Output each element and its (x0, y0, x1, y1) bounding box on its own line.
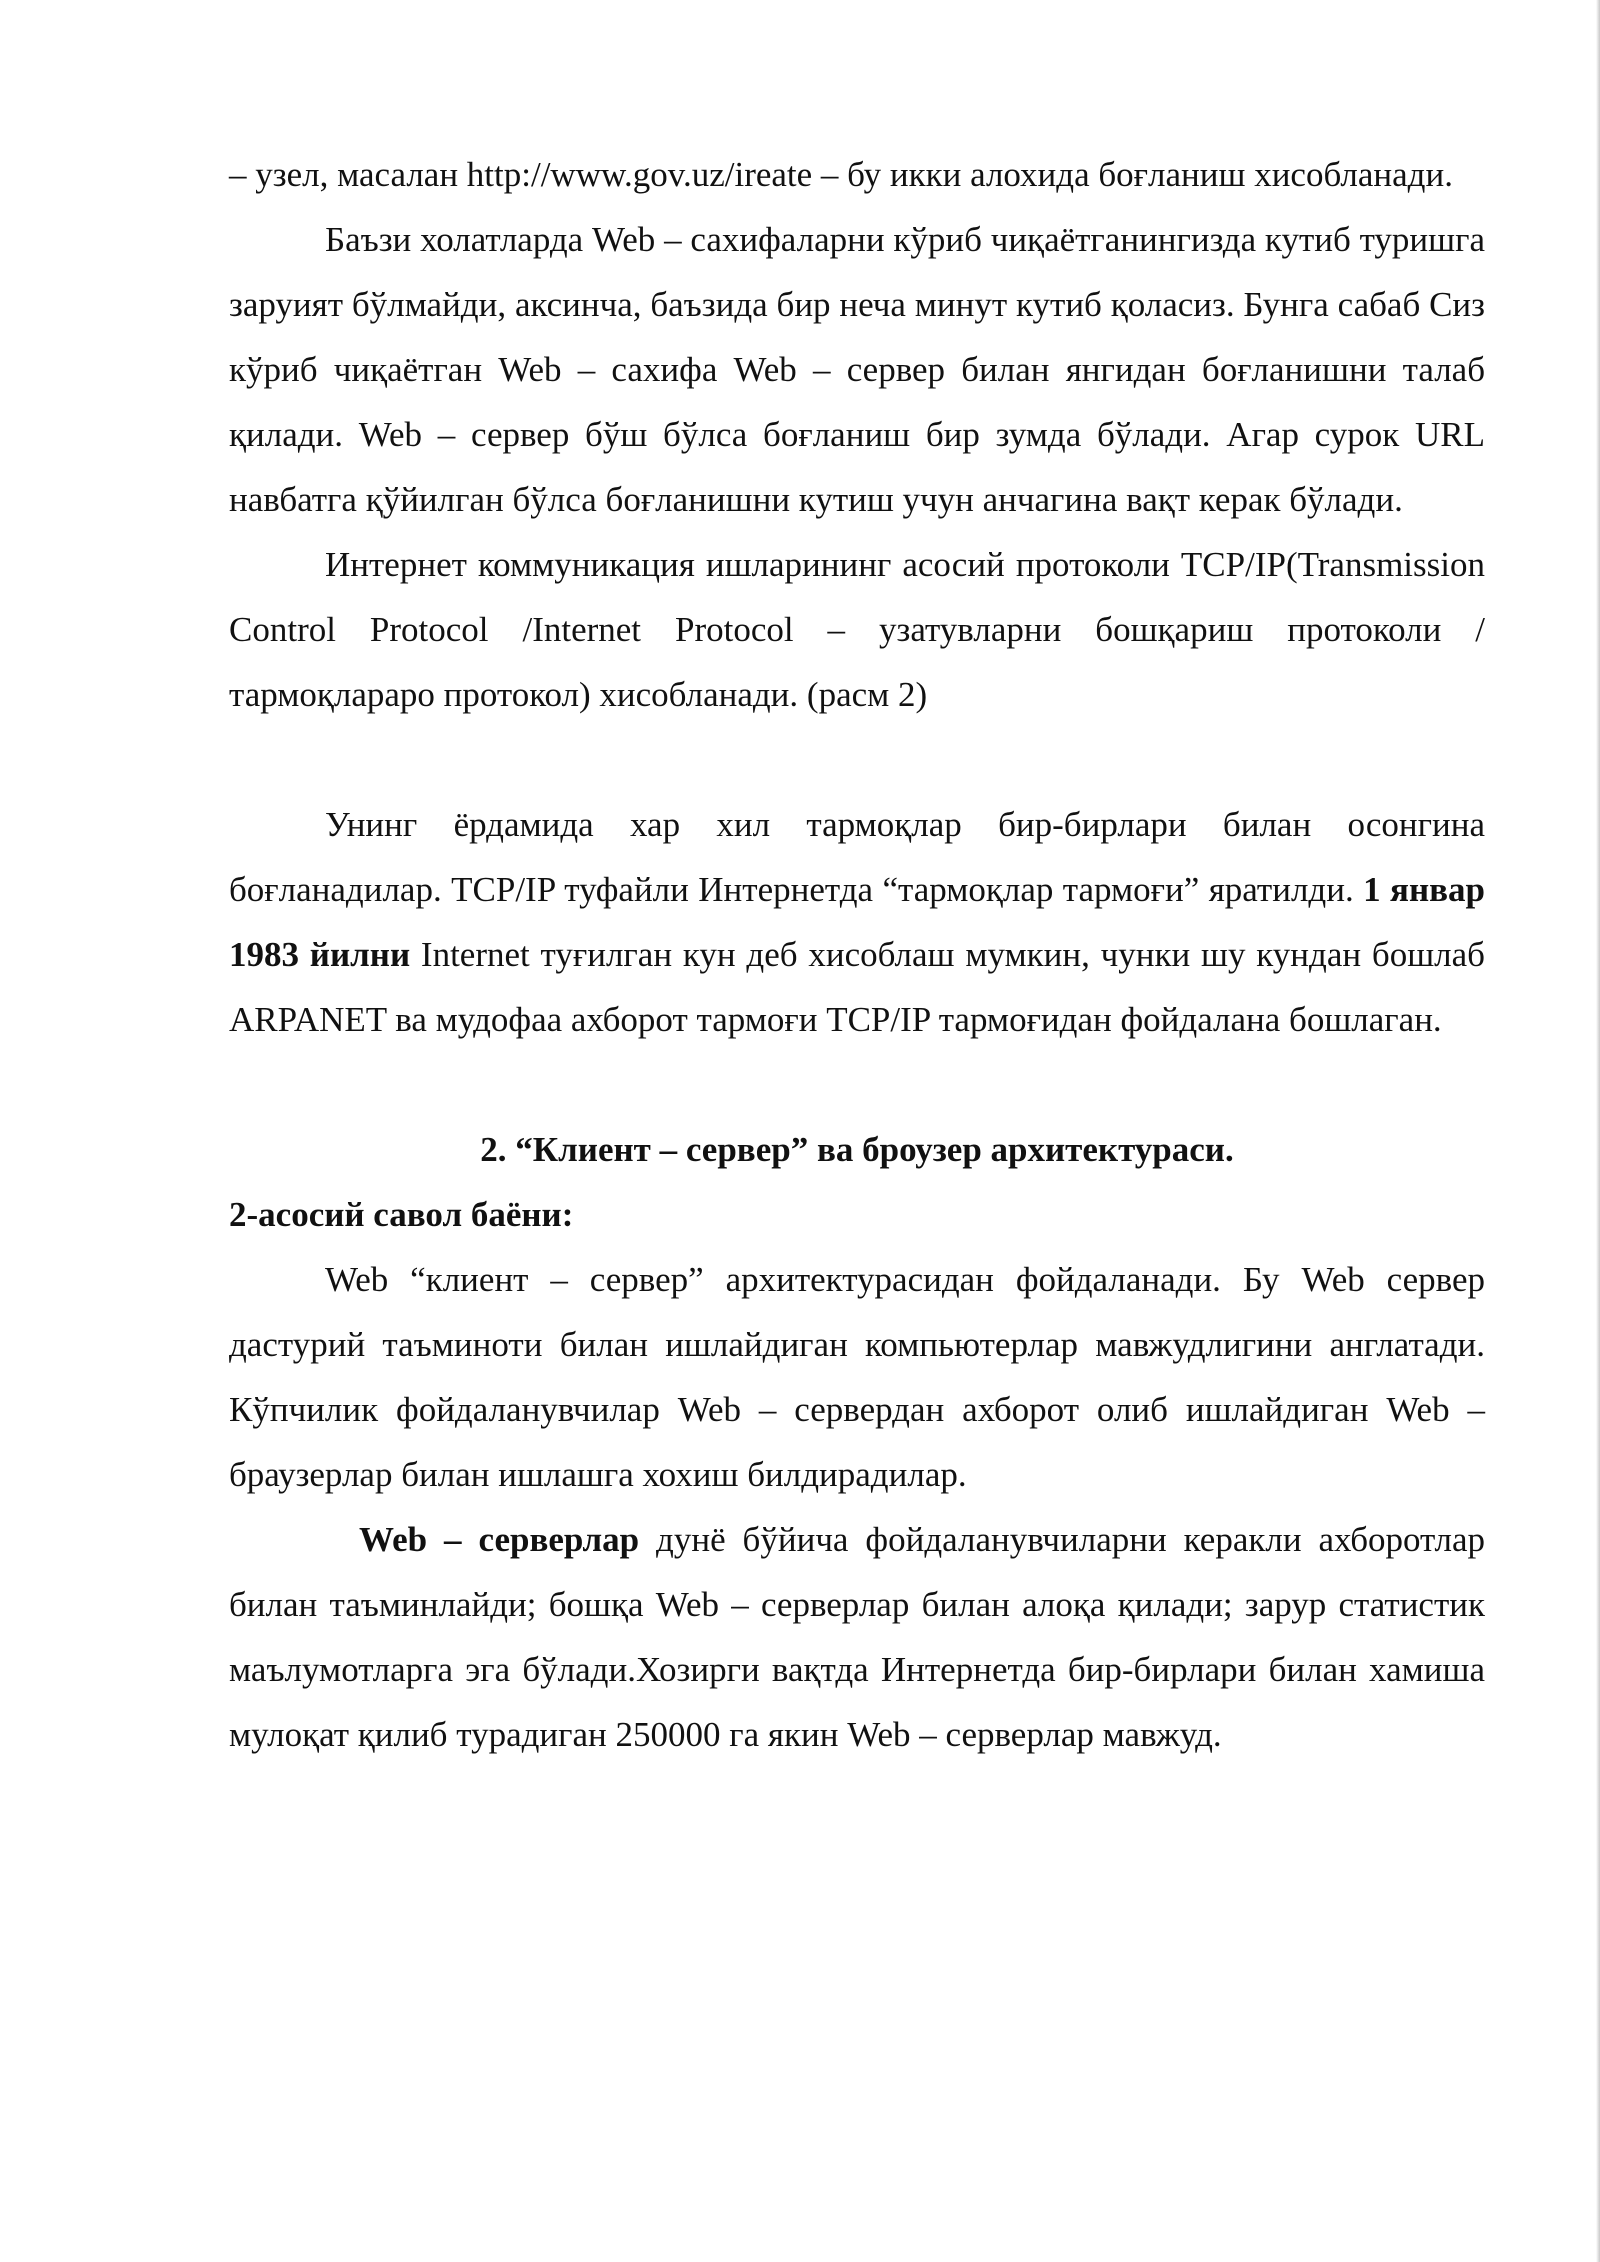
paragraph-web-servers (229, 1507, 1485, 1767)
paragraph-web-pages: Баъзи холатларда Web – сахифаларни кўриб чиқаётганингизда кутиб туришга заруият бўлмайди, аксинча, баъзида бир неча минут кутиб қоласиз. Бунга сабаб Сиз кўриб чиқаётган Web – сахифа Web – сервер билан янгидан боғланишни талаб қилади. Web – сервер бўш бўлса боғланиш бир зумда бўлади. Агар сурок URL навбатга қўйилган бўлса боғланишни кутиш учун анчагина вақт керак бўлади. (229, 220, 1485, 519)
paragraph-network-start: Унинг ёрдамида хар хил тармоқлар бир-бирлари билан осонгина боғланадилар. TCP/IP туфайли Интернетда “тармоқлар тармоғи” яратилди. (229, 805, 1485, 909)
section-subheading: 2-асосий савол баёни: (229, 1195, 574, 1234)
paragraph-network-end: Internet туғилган кун деб хисоблаш мумкин, чунки шу кундан бошлаб ARPANET ва мудофаа ахборот тармоғи TCP/IP тармоғидан фойдалана бошлаган. (229, 935, 1485, 1039)
paragraph-tcp-ip: Интернет коммуникация ишларининг асосий протоколи TCP/IP(Transmission Control Protocol /Internet Protocol – узатувларни бошқариш протоколи / тармоқлараро протокол) хисобланади. (расм 2) (229, 545, 1485, 714)
web-servers-term: Web – серверлар (359, 1520, 640, 1559)
paragraph-client-server: Web “клиент – сервер” архитектурасидан фойдаланади. Бу Web сервер дастурий таъминоти билан ишлайдиган компьютерлар мавжудлигини англатади. Кўпчилик фойдаланувчилар Web – сервердан ахборот олиб ишлайдиган Web – браузерлар билан ишлашга хохиш билдирадилар. (229, 1260, 1485, 1494)
document-body (229, 142, 1485, 1767)
internet-birth-date: 1 январ 1983 йилни (229, 870, 1485, 974)
paragraph-network-of-networks (229, 792, 1485, 1052)
page-edge-shadow (1596, 0, 1600, 2262)
paragraph-url-example: – узел, масалан http://www.gov.uz/ireate – бу икки алохида боғланиш хисобланади. (229, 155, 1453, 194)
paragraph-web-servers-text: дунё бўйича фойдаланувчиларни керакли ахборотлар билан таъминлайди; бошқа Web – серверлар билан алоқа қилади; зарур статистик маълумотларга эга бўлади.Хозирги вақтда Интернетда бир-бирлари билан хамиша мулоқат қилиб турадиган 250000 га якин Web – серверлар мавжуд. (229, 1520, 1485, 1754)
section-heading: 2. “Клиент – сервер” ва броузер архитектураси. (480, 1130, 1234, 1169)
